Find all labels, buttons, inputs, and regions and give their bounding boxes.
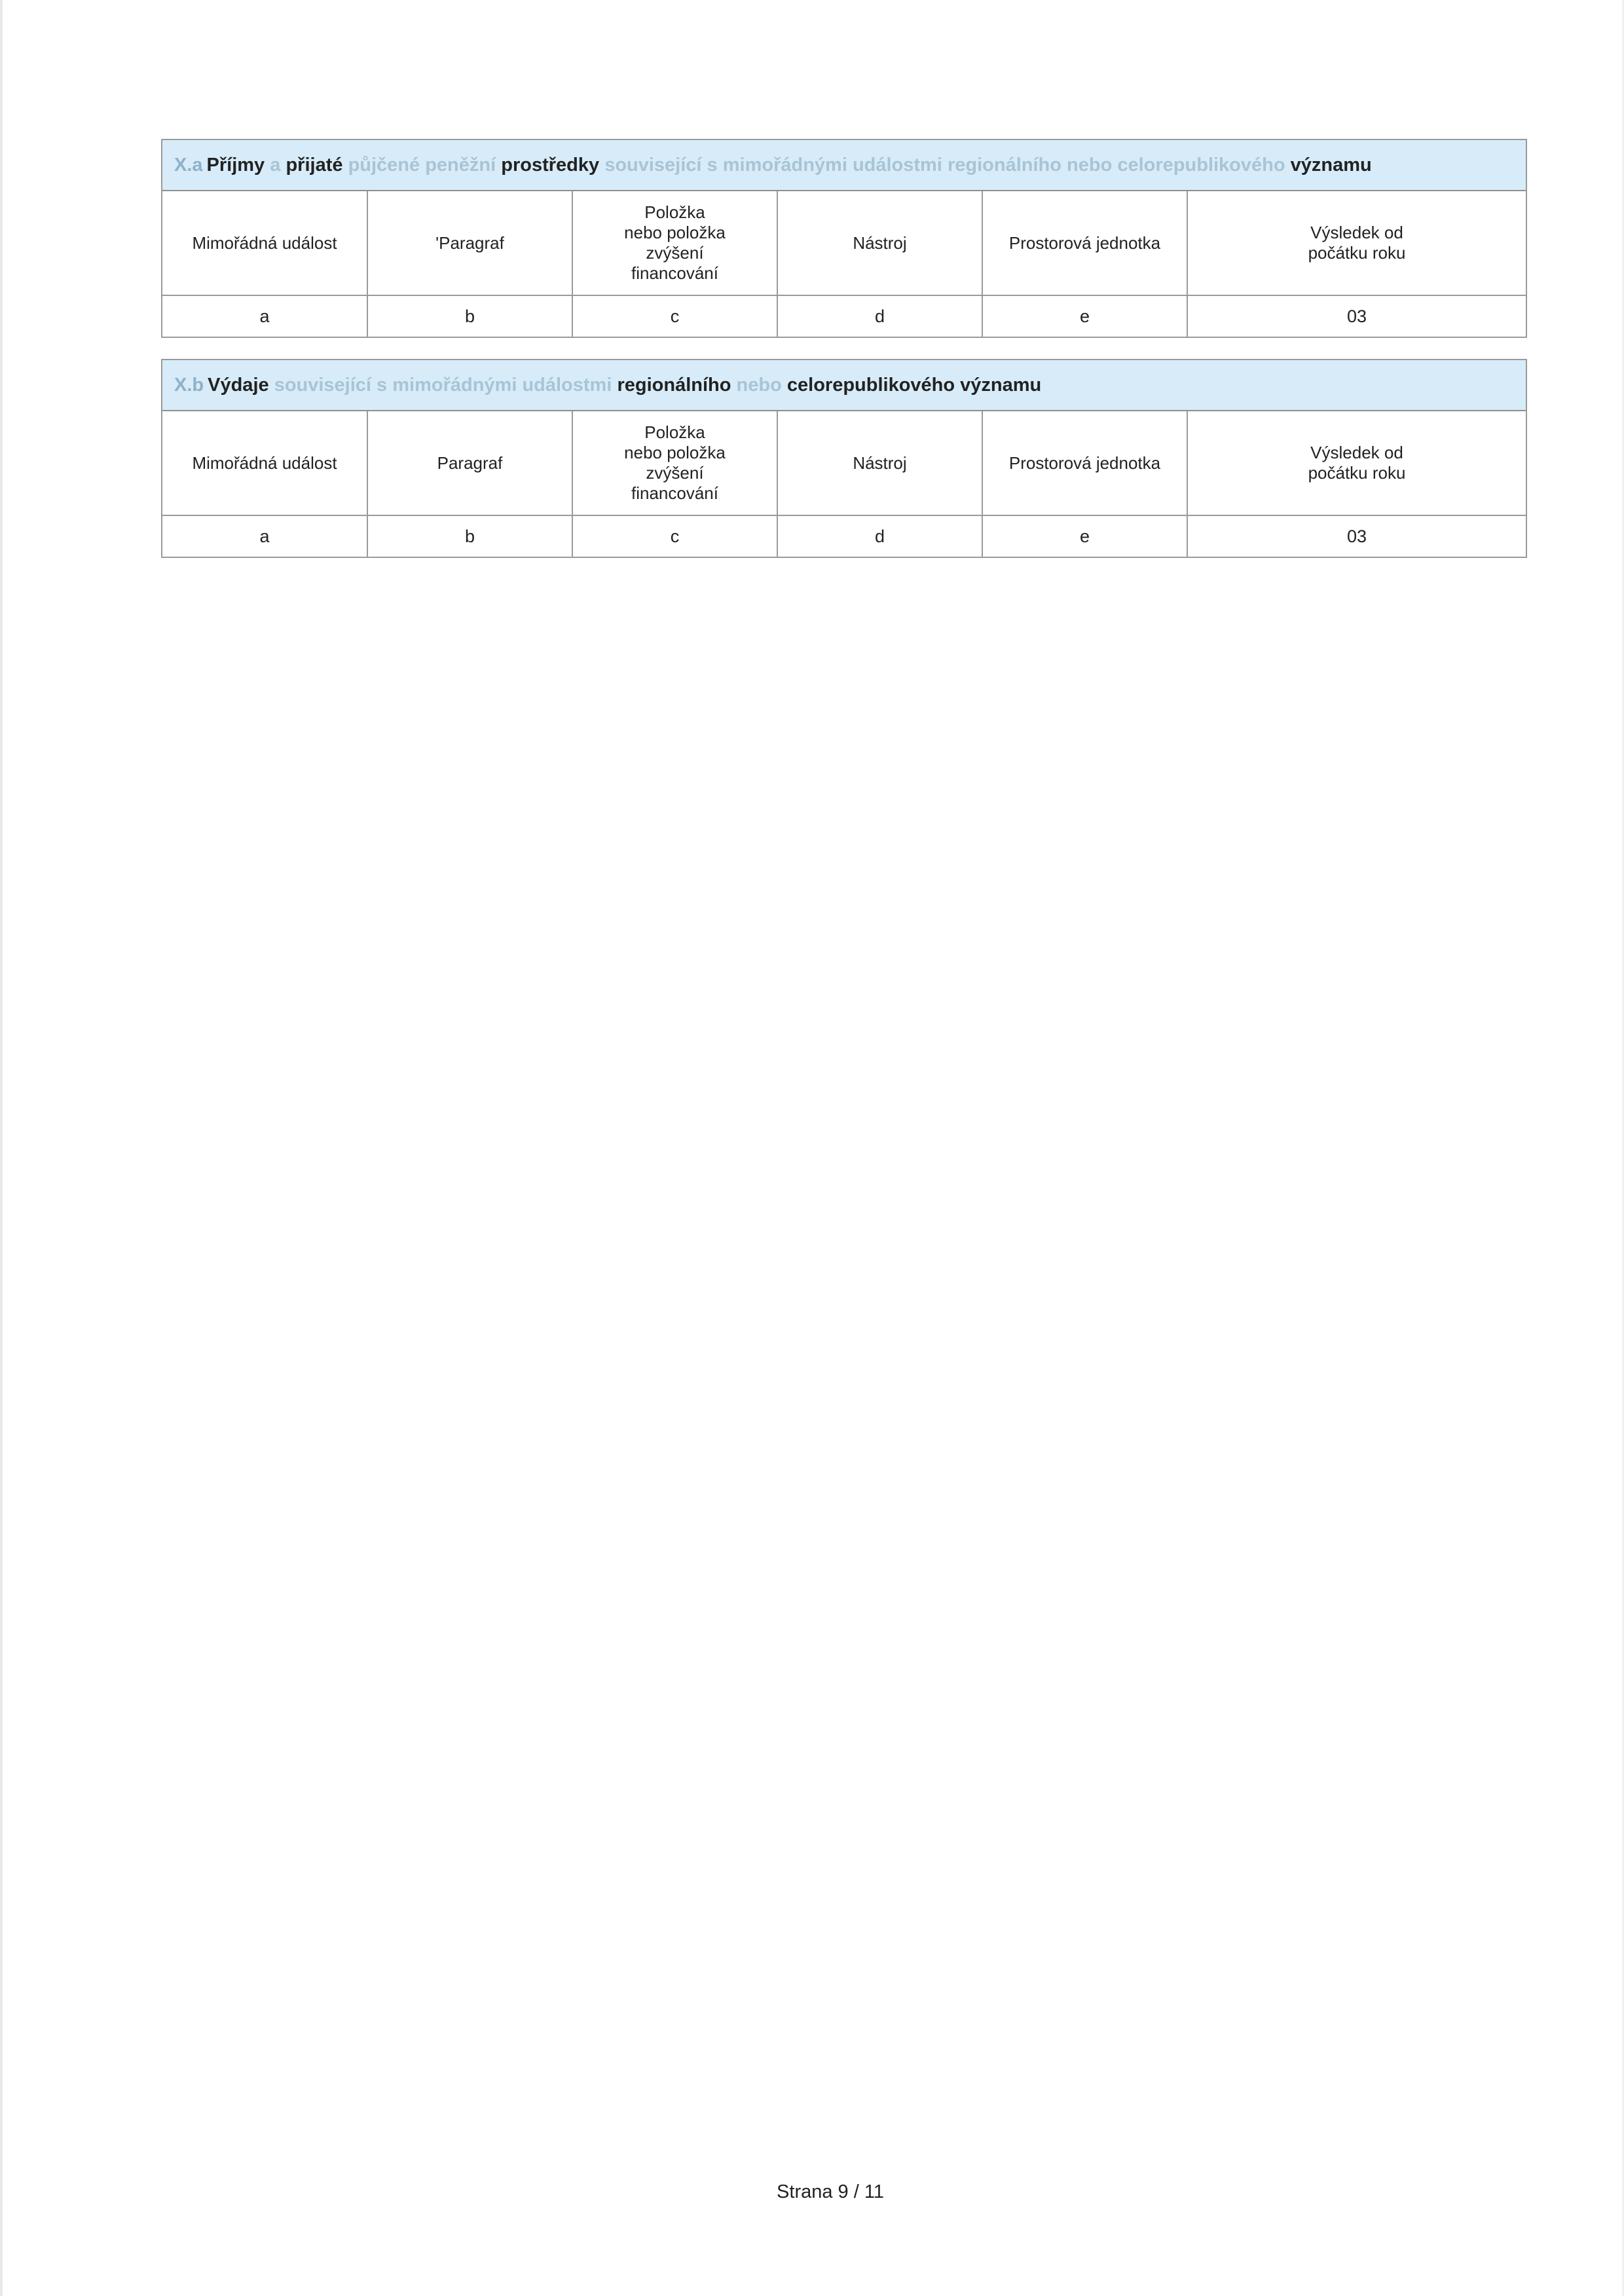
column-header-event: Mimořádná událost [162, 411, 367, 515]
section-income-table [161, 139, 1527, 338]
column-header-event: Mimořádná událost [162, 191, 367, 295]
column-letter: a [162, 515, 367, 557]
header-row [162, 191, 1526, 295]
income-table [162, 191, 1526, 337]
section-title [162, 360, 1526, 411]
column-letter: c [572, 295, 777, 337]
column-letter: c [572, 515, 777, 557]
column-letter: b [367, 515, 572, 557]
section-title [162, 140, 1526, 191]
title-part: a [270, 154, 281, 176]
title-part: Výdaje [208, 374, 269, 396]
section-title-text [207, 155, 1372, 176]
column-letter: d [777, 295, 982, 337]
title-part: regionálního [617, 374, 731, 396]
column-header-result: Výsledek od počátku roku [1187, 191, 1526, 295]
title-part: celorepublikového [786, 374, 955, 396]
title-part: přijaté [286, 154, 343, 176]
column-letter: a [162, 295, 367, 337]
title-part: nebo [736, 374, 782, 396]
page-number: Strana 9 / 11 [777, 2181, 884, 2202]
column-header-paragraph: 'Paragraf [367, 191, 572, 295]
section-code: X.a [174, 154, 203, 176]
column-letter: 03 [1346, 306, 1367, 326]
column-letter: e [982, 515, 1187, 557]
column-letter: d [777, 515, 982, 557]
column-header-result: Výsledek od počátku roku [1187, 411, 1526, 515]
title-part: související s mimořádnými událostmi [604, 154, 942, 176]
column-header-paragraph: Paragraf [367, 411, 572, 515]
column-header-item: Položka nebo položka zvýšení financování [572, 411, 777, 515]
title-part: Příjmy [206, 154, 265, 176]
column-letter: b [367, 295, 572, 337]
section-expenditure-table [161, 359, 1527, 558]
title-part: půjčené peněžní [348, 154, 496, 176]
column-header-spatial-unit: Prostorová jednotka [982, 411, 1187, 515]
title-part: významu [960, 374, 1042, 396]
section-title-text [208, 375, 1041, 396]
title-part: prostředky [501, 154, 600, 176]
expenditure-table [162, 411, 1526, 557]
letter-row [162, 515, 1526, 557]
column-letter: 03 [1346, 526, 1367, 546]
column-header-spatial-unit: Prostorová jednotka [982, 191, 1187, 295]
title-part: významu [1290, 154, 1372, 176]
header-row [162, 411, 1526, 515]
page-edge-left [0, 0, 3, 2296]
column-header-item: Položka nebo položka zvýšení financování [572, 191, 777, 295]
section-code: X.b [174, 374, 204, 396]
title-part: regionálního nebo celorepublikového [947, 154, 1285, 176]
title-part: související s mimořádnými událostmi [274, 374, 612, 396]
column-header-instrument: Nástroj [777, 191, 982, 295]
letter-row [162, 295, 1526, 337]
column-header-instrument: Nástroj [777, 411, 982, 515]
column-letter: e [982, 295, 1187, 337]
